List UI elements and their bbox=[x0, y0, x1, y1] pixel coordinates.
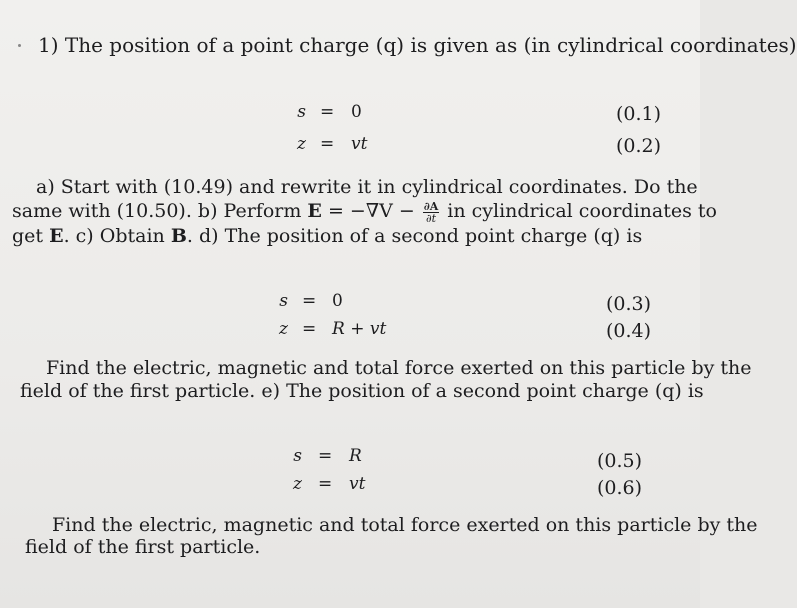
field-E-symbol-2: E bbox=[49, 225, 64, 247]
eq5-rhs: R bbox=[349, 446, 362, 466]
frac-numerator: ∂A bbox=[423, 199, 439, 213]
eq4-number: (0.4) bbox=[606, 320, 652, 342]
eq4-op: = bbox=[302, 319, 317, 339]
eq6-number: (0.6) bbox=[597, 477, 643, 499]
para-e-line1: Find the electric, magnetic and total force exerted on this particle by the bbox=[52, 514, 758, 536]
para-a-line3 bbox=[12, 225, 642, 247]
partial-fraction bbox=[423, 201, 439, 224]
margin-mark bbox=[18, 44, 21, 47]
frac-denominator: ∂t bbox=[425, 211, 437, 225]
eq5-number: (0.5) bbox=[597, 450, 643, 472]
eq3-rhs: 0 bbox=[332, 291, 343, 311]
para-a-line2-pre: same with (10.50). b) Perform bbox=[12, 200, 308, 222]
para-e-line2: field of the first particle. bbox=[25, 536, 261, 558]
eq2-number: (0.2) bbox=[616, 135, 662, 157]
para-a-line2-post: in cylindrical coordinates to bbox=[441, 200, 717, 222]
eq2-rhs: vt bbox=[351, 134, 368, 154]
field-B-symbol: B bbox=[170, 225, 187, 247]
para-a-line1: a) Start with (10.49) and rewrite it in cylindrical coordinates. Do the bbox=[36, 176, 698, 198]
eq3-op: = bbox=[302, 291, 317, 311]
eq2-op: = bbox=[320, 134, 335, 154]
eq3-lhs: s bbox=[279, 291, 288, 311]
para-d-line2: field of the first particle. e) The position of a second point charge (q) is bbox=[20, 380, 704, 402]
eq6-rhs: vt bbox=[349, 474, 366, 494]
eq4-lhs: z bbox=[279, 319, 288, 339]
eq6-lhs: z bbox=[293, 474, 302, 494]
field-E-symbol: E bbox=[307, 200, 322, 222]
gradient-expression: = −∇V − bbox=[321, 200, 421, 222]
eq3-number: (0.3) bbox=[606, 293, 652, 315]
para-a-line3-mid: . c) Obtain bbox=[63, 225, 171, 247]
para-a-line3-pre: get bbox=[12, 225, 50, 247]
eq1-rhs: 0 bbox=[351, 102, 362, 122]
eq5-op: = bbox=[318, 446, 333, 466]
problem-heading: 1) The position of a point charge (q) is given as (in cylindrical coordinates) bbox=[38, 33, 797, 57]
para-d-line1: Find the electric, magnetic and total force exerted on this particle by the bbox=[46, 357, 752, 379]
para-a-line2 bbox=[12, 200, 717, 224]
eq4-rhs: R + vt bbox=[332, 319, 387, 339]
para-a-line3-post: . d) The position of a second point charge (q) is bbox=[186, 225, 643, 247]
eq1-number: (0.1) bbox=[616, 103, 662, 125]
eq1-op: = bbox=[320, 102, 335, 122]
eq2-lhs: z bbox=[297, 134, 306, 154]
eq6-op: = bbox=[318, 474, 333, 494]
eq5-lhs: s bbox=[293, 446, 302, 466]
eq1-lhs: s bbox=[297, 102, 306, 122]
